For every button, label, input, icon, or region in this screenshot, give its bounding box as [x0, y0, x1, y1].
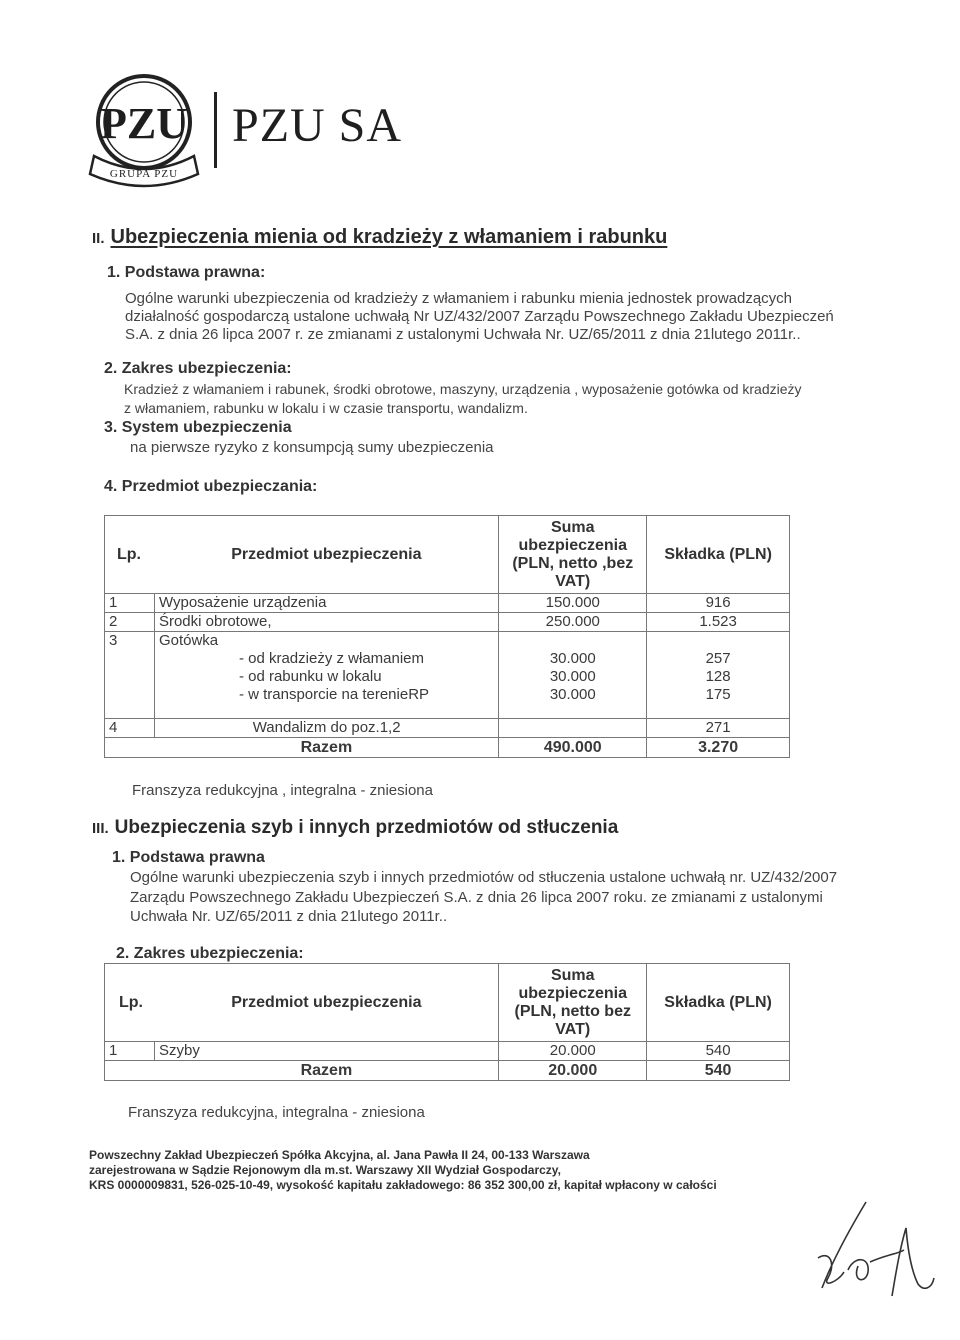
subrow-premium: 128 [705, 668, 731, 685]
col-lp-header: Lp. [105, 964, 155, 1042]
table-row [105, 632, 790, 719]
ii-subject-title: 4. Przedmiot ubezpieczania: [104, 478, 318, 495]
svg-text:GRUPA PZU: GRUPA PZU [109, 168, 179, 180]
subrow-sum: 30.000 [549, 668, 596, 685]
col-premium-header: Składka (PLN) [647, 964, 790, 1042]
total-label: Razem [154, 1061, 498, 1081]
row-sum-cash [499, 632, 647, 719]
row-sum: 150.000 [499, 594, 647, 613]
subrow-sum: 30.000 [549, 650, 596, 667]
row-premium-cash [647, 632, 790, 719]
row-lp: 3 [105, 632, 155, 719]
ii-legal-basis-line: działalność gospodarczą ustalone uchwałą Nr UZ/432/2007 Zarządu Powszechnego Zakładu Ubezpieczeń [125, 308, 834, 325]
iii-legal-basis-line: Ogólne warunki ubezpieczenia szyb i innych przedmiotów od stłuczenia ustalone uchwałą nr. UZ/432/2007 [130, 869, 838, 886]
total-lp-empty [105, 1061, 155, 1081]
col-sum-header [499, 516, 647, 594]
table-row [105, 594, 790, 613]
subrow-sum: 30.000 [549, 686, 596, 703]
iii-scope-title: 2. Zakres ubezpieczenia: [116, 945, 304, 962]
table-header-row [105, 964, 790, 1042]
row-sum [499, 719, 647, 738]
table-row [105, 613, 790, 632]
footer-line: zarejestrowana w Sądzie Rejonowym dla m.st. Warszawy XII Wydział Gospodarczy, [89, 1163, 561, 1177]
row-premium: 271 [647, 719, 790, 738]
total-label: Razem [154, 738, 498, 758]
subrow-premium: 175 [705, 686, 731, 703]
iii-insurance-table [104, 963, 790, 1081]
total-premium: 3.270 [647, 738, 790, 758]
ii-legal-basis-line: S.A. z dnia 26 lipca 2007 r. ze zmianami z ustalonymi Uchwała Nr. UZ/65/2011 z dnia 21lutego 2011r.. [125, 326, 801, 343]
total-sum: 20.000 [499, 1061, 647, 1081]
row-premium: 1.523 [647, 613, 790, 632]
subrow-item: - w transporcie na terenieRP [238, 686, 430, 703]
section-iii-title: Ubezpieczenia szyb i innych przedmiotów od stłuczenia [114, 817, 619, 838]
sum-header-line: Suma [550, 518, 595, 536]
handwritten-signature [808, 1192, 938, 1302]
footer-line: Powszechny Zakład Ubezpieczeń Spółka Akcyjna, al. Jana Pawła II 24, 00-133 Warszawa [89, 1148, 590, 1162]
row-lp: 4 [105, 719, 155, 738]
iii-franchise: Franszyza redukcyjna, integralna - zniesiona [128, 1104, 425, 1121]
row-sum: 20.000 [499, 1042, 647, 1061]
subrow-premium: 257 [705, 650, 731, 667]
ii-scope-line: z włamaniem, rabunku w lokalu i w czasie transportu, wandalizm. [124, 400, 528, 416]
row-item: Środki obrotowe, [154, 613, 498, 632]
table-row [105, 1042, 790, 1061]
ii-system-title: 3. System ubezpieczenia [104, 419, 292, 436]
col-lp-header: Lp. [105, 516, 155, 594]
total-premium: 540 [647, 1061, 790, 1081]
row-lp: 1 [105, 594, 155, 613]
brand-divider [214, 92, 217, 168]
footer-line: KRS 0000009831, 526-025-10-49, wysokość kapitału zakładowego: 86 352 300,00 zł, kapitał wpłacony w całości [89, 1178, 717, 1192]
svg-text:PZU: PZU [100, 99, 188, 148]
row-premium: 916 [647, 594, 790, 613]
table-row [105, 719, 790, 738]
ii-legal-basis-title: 1. Podstawa prawna: [107, 264, 266, 281]
row-premium: 540 [647, 1042, 790, 1061]
iii-legal-basis-title: 1. Podstawa prawna [112, 849, 265, 866]
col-sum-header [499, 964, 647, 1042]
row-item-cash [154, 632, 498, 719]
section-ii-numeral: II. [92, 230, 105, 247]
sum-header-line: (PLN, netto ,bez [512, 554, 634, 572]
total-lp-empty [105, 738, 155, 758]
row-item: Wyposażenie urządzenia [154, 594, 498, 613]
subrow-item: - od rabunku w lokalu [238, 668, 382, 685]
sum-header-line: VAT) [555, 572, 591, 590]
row-premium [651, 632, 785, 650]
section-ii-heading [92, 226, 667, 249]
section-iii-numeral: III. [92, 820, 109, 837]
pzu-logo [86, 70, 202, 188]
table-header-row [105, 516, 790, 594]
ii-legal-basis-line: Ogólne warunki ubezpieczenia od kradzieży z włamaniem i rabunku mienia jednostek prowadzących [125, 290, 793, 307]
table-total-row [105, 738, 790, 758]
section-iii-heading [92, 817, 618, 839]
sum-header-line: (PLN, netto bez [514, 1002, 631, 1020]
ii-franchise: Franszyza redukcyjna , integralna - zniesiona [132, 782, 433, 799]
ii-insurance-table [104, 515, 790, 758]
col-premium-header: Składka (PLN) [647, 516, 790, 594]
row-item: Wandalizm do poz.1,2 [154, 719, 498, 738]
total-sum: 490.000 [499, 738, 647, 758]
sum-header-line: Suma [550, 966, 595, 984]
brand-name: PZU SA [232, 99, 403, 152]
row-sum: 250.000 [499, 613, 647, 632]
subrow-item: - od kradzieży z włamaniem [238, 650, 425, 667]
iii-legal-basis-line: Zarządu Powszechnego Zakładu Ubezpieczeń S.A. z dnia 26 lipca 2007 roku. ze zmianami z ustalonymi [130, 889, 823, 906]
row-sum [503, 632, 642, 650]
row-item: Gotówka [158, 632, 219, 649]
ii-scope-title: 2. Zakres ubezpieczenia: [104, 360, 292, 377]
sum-header-line: ubezpieczenia [518, 536, 628, 554]
row-item: Szyby [154, 1042, 498, 1061]
col-subject-header: Przedmiot ubezpieczenia [154, 964, 498, 1042]
col-subject-header: Przedmiot ubezpieczenia [154, 516, 498, 594]
sum-header-line: ubezpieczenia [518, 984, 627, 1002]
table-total-row [105, 1061, 790, 1081]
ii-scope-line: Kradzież z włamaniem i rabunek, środki obrotowe, maszyny, urządzenia , wyposażenie gotówka od kradzieży [124, 381, 802, 397]
iii-legal-basis-line: Uchwała Nr. UZ/65/2011 z dnia 21lutego 2011r.. [130, 908, 448, 925]
ii-system-line: na pierwsze ryzyko z konsumpcją sumy ubezpieczenia [130, 439, 494, 456]
row-lp: 2 [105, 613, 155, 632]
row-lp: 1 [105, 1042, 155, 1061]
section-ii-title: Ubezpieczenia mienia od kradzieży z włamaniem i rabunku [110, 226, 668, 248]
sum-header-line: VAT) [555, 1020, 591, 1038]
